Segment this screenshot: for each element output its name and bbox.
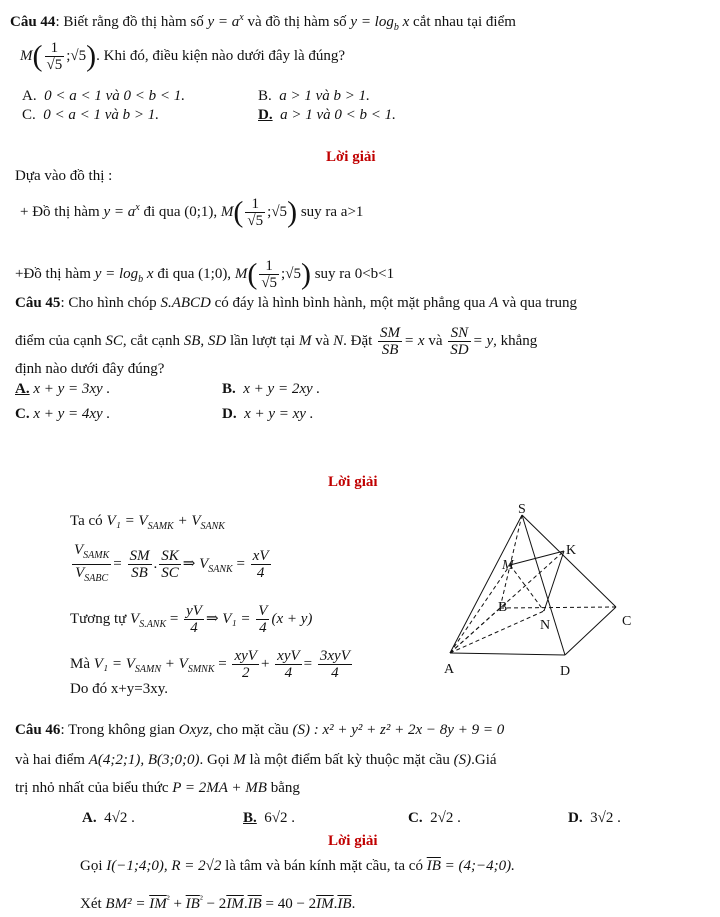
q46-sol-line-1: Gọi I(−1;4;0), R = 2√2 là tâm và bán kính mặt cầu, ta có $\overline{IB}$ = (4;−4;0). — [80, 858, 515, 874]
q45-stem-line-3: định nào dưới đây đúng? — [15, 361, 165, 377]
q45-option-b[interactable]: B. x + y = 2xy . — [222, 381, 321, 397]
q44-fraction: $\frac{1}{√5}$ — [46, 40, 63, 73]
q44-option-d[interactable]: D. a > 1 và 0 < b < 1. — [258, 107, 396, 123]
q45-solution-title: Lời giải — [328, 474, 378, 490]
q44-sol-intro: Dựa vào đồ thị : — [15, 168, 113, 184]
pyramid-figure — [440, 503, 640, 683]
section-KN — [544, 551, 564, 611]
label-A: A — [444, 662, 455, 677]
label-N: N — [540, 618, 551, 633]
q45-sol-line-3: Tương tự $V_{S.ANK}$ = $\frac{yV}{4}$ ⇒ V₁ = $\frac{V}{4}$ (x + y) — [70, 603, 313, 636]
edge-DC — [565, 607, 616, 655]
q44-func-b: $y = \log_b x$ — [350, 14, 410, 33]
q44-stem-line-1: Câu 44: Biết rằng đồ thị hàm số $y = a^x$ và đồ thị hàm số $y = \log_b x$ cắt nhau tại điểm — [10, 12, 516, 33]
q46-label: Câu 46 — [15, 722, 61, 738]
label-B: B — [498, 600, 508, 615]
label-M: M — [502, 558, 514, 573]
q46-option-b[interactable]: B. 6√2 . — [243, 810, 295, 826]
q45-label: Câu 45 — [15, 295, 61, 311]
label-D: D — [560, 664, 571, 679]
q44-sol-line-2: +Đồ thị hàm $y = \log_b x$ đi qua (1;0), M( $\frac{1}{√5}$ ;√5) suy ra 0<b<1 — [15, 257, 395, 291]
q46-option-c[interactable]: C. 2√2 . — [408, 810, 461, 826]
q45-sol-line-2: $\frac{V_{SAMK}}{V_{SABC}}$ = $\frac{SM}{SB}$ . $\frac{SK}{SC}$ ⇒ $V_{SANK}$ = $\frac{xV}{4}$ — [74, 542, 269, 584]
q44-option-a[interactable]: A. 0 < a < 1 và 0 < b < 1. — [22, 88, 185, 104]
q45-sol-line-5: Do đó x+y=3xy. — [70, 681, 169, 697]
q45-option-a[interactable]: A. x + y = 3xy . — [15, 381, 111, 397]
q46-solution-title: Lời giải — [328, 833, 378, 849]
q45-option-c[interactable]: C. x + y = 4xy . — [15, 406, 111, 422]
q46-option-a[interactable]: A. 4√2 . — [82, 810, 135, 826]
section-AN — [450, 611, 544, 653]
q45-sol-line-1: Ta có $V_1 = V_{SAMK} + V_{SANK}$ — [70, 513, 225, 532]
q44-stem-line-2: M( $\frac{1}{√5}$ ;√5). Khi đó, điều kiện nào dưới đây là đúng? — [20, 39, 346, 73]
q46-stem-line-1: Câu 46: Trong không gian Oxyz, cho mặt cầu (S) : x² + y² + z² + 2x − 8y + 9 = 0 — [15, 722, 505, 738]
edge-BC — [500, 607, 616, 608]
q45-sol-line-4: Mà $V_1 = V_{SAMN} + V_{SMNK}$ = $\frac{\text{xyV}}{2}$ + $\frac{\text{xyV}}{4}$ = $\frac{\text{3xyV}}{4}$ — [70, 648, 350, 681]
q45-stem-line-1: Câu 45: Cho hình chóp S.ABCD có đáy là hình bình hành, một mặt phẳng qua A và qua trung — [15, 295, 578, 311]
label-K: K — [566, 543, 577, 558]
edge-AD — [450, 653, 565, 655]
section-MN — [510, 565, 544, 611]
q44-func-a: $y = a^x$ — [207, 12, 244, 30]
label-S: S — [518, 503, 526, 517]
label-C: C — [622, 614, 632, 629]
q45-option-d[interactable]: D. x + y = xy . — [222, 406, 314, 422]
q46-stem-line-2: và hai điểm A(4;2;1), B(3;0;0). Gọi M là một điểm bất kỳ thuộc mặt cầu (S).Giá — [15, 752, 497, 768]
q45-stem-line-2: điểm của cạnh SC, cắt cạnh SB, SD lần lượt tại M và N. Đặt $\frac{SM}{SB}$ = x và $\frac{SN}{SD}$ = y, khẳng — [15, 325, 538, 358]
edge-SA — [450, 515, 522, 653]
q44-solution-title: Lời giải — [326, 149, 376, 165]
q44-option-c[interactable]: C. 0 < a < 1 và b > 1. — [22, 107, 160, 123]
q44-option-b[interactable]: B. a > 1 và b > 1. — [258, 88, 370, 104]
q46-sol-line-2: Xét $BM^2 = \overline{IM}^{^2} + \overline{IB}^{^2} - 2\overline{IM}.\overline{IB} = 40 - 2\overline{IM}.\overline{IB}$. — [80, 894, 356, 912]
q46-stem-line-3: trị nhỏ nhất của biểu thức P = 2MA + MB bằng — [15, 780, 300, 796]
q44-sol-line-1: + Đồ thị hàm $y = a^x$ đi qua (0;1), M( $\frac{1}{√5}$ ;√5) suy ra a>1 — [20, 195, 364, 229]
q46-option-d[interactable]: D. 3√2 . — [568, 810, 621, 826]
q44-label: Câu 44 — [10, 14, 56, 30]
